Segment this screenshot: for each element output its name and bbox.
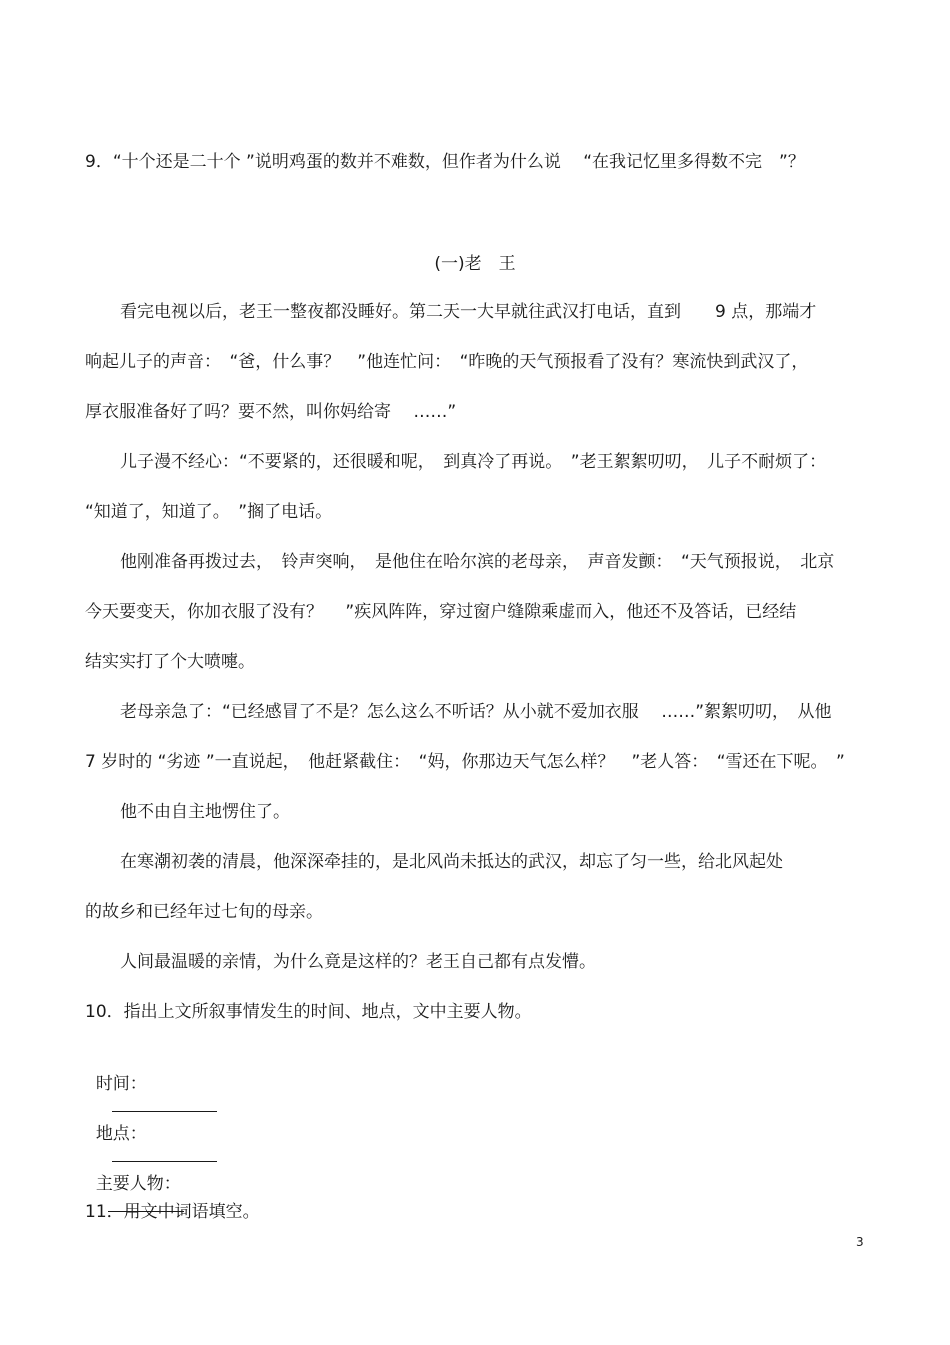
passage-line-13: 的故乡和已经年过七旬的母亲。 bbox=[85, 902, 323, 922]
passage-line-8: 结实实打了个大喷嚏。 bbox=[85, 652, 255, 672]
time-label: 时间： bbox=[95, 1074, 147, 1094]
place-label: 地点： bbox=[95, 1124, 147, 1144]
passage-line-14: 人间最温暖的亲情，为什么竟是这样的？老王自己都有点发懵。 bbox=[120, 952, 596, 972]
passage-line-1: 看完电视以后，老王一整夜都没睡好。第二天一大早就往武汉打电话，直到 9 点，那端才 bbox=[120, 302, 817, 322]
passage-line-4: 儿子漫不经心：“不要紧的，还很暖和呢， 到真冷了再说。 ”老王絮絮叨叨， 儿子不耐烦了： bbox=[120, 452, 827, 472]
question-11: 11．用文中词语填空。 bbox=[85, 1202, 260, 1222]
passage-title: (一)老 王 bbox=[434, 254, 516, 274]
passage-line-3: 厚衣服准备好了吗？要不然，叫你妈给寄 ……” bbox=[85, 402, 457, 422]
page-number: 3 bbox=[856, 1235, 864, 1249]
passage-line-11: 他不由自主地愣住了。 bbox=[120, 802, 290, 822]
person-label: 主要人物： bbox=[95, 1174, 181, 1194]
question-10-prompt: 10．指出上文所叙事情发生的时间、地点，文中主要人物。 bbox=[85, 1002, 532, 1022]
passage-line-12: 在寒潮初袭的清晨，他深深牵挂的，是北风尚未抵达的武汉，却忘了匀一些，给北风起处 bbox=[120, 852, 783, 872]
question-9: 9．“十个还是二十个 ”说明鸡蛋的数并不难数，但作者为什么说 “在我记忆里多得数不完 ”？ bbox=[85, 152, 805, 172]
passage-line-9: 老母亲急了：“已经感冒了不是？怎么这么不听话？从小就不爱加衣服 ……”絮絮叨叨， 从他 bbox=[120, 702, 832, 722]
passage-line-7: 今天要变天，你加衣服了没有？ ”疾风阵阵，穿过窗户缝隙乘虚而入，他还不及答话，已经结 bbox=[85, 602, 797, 622]
passage-line-10: 7 岁时的 “劣迹 ”一直说起， 他赶紧截住： “妈，你那边天气怎么样？ ”老人答： “雪还在下呢。 ” bbox=[85, 752, 845, 772]
passage-line-5: “知道了，知道了。 ”搁了电话。 bbox=[85, 502, 333, 522]
passage-line-2: 响起儿子的声音： “爸，什么事？ ”他连忙问： “昨晚的天气预报看了没有？寒流快到武汉了， bbox=[85, 352, 809, 372]
passage-line-6: 他刚准备再拨过去， 铃声突响， 是他住在哈尔滨的老母亲， 声音发颤： “天气预报说， 北京 bbox=[120, 552, 835, 572]
